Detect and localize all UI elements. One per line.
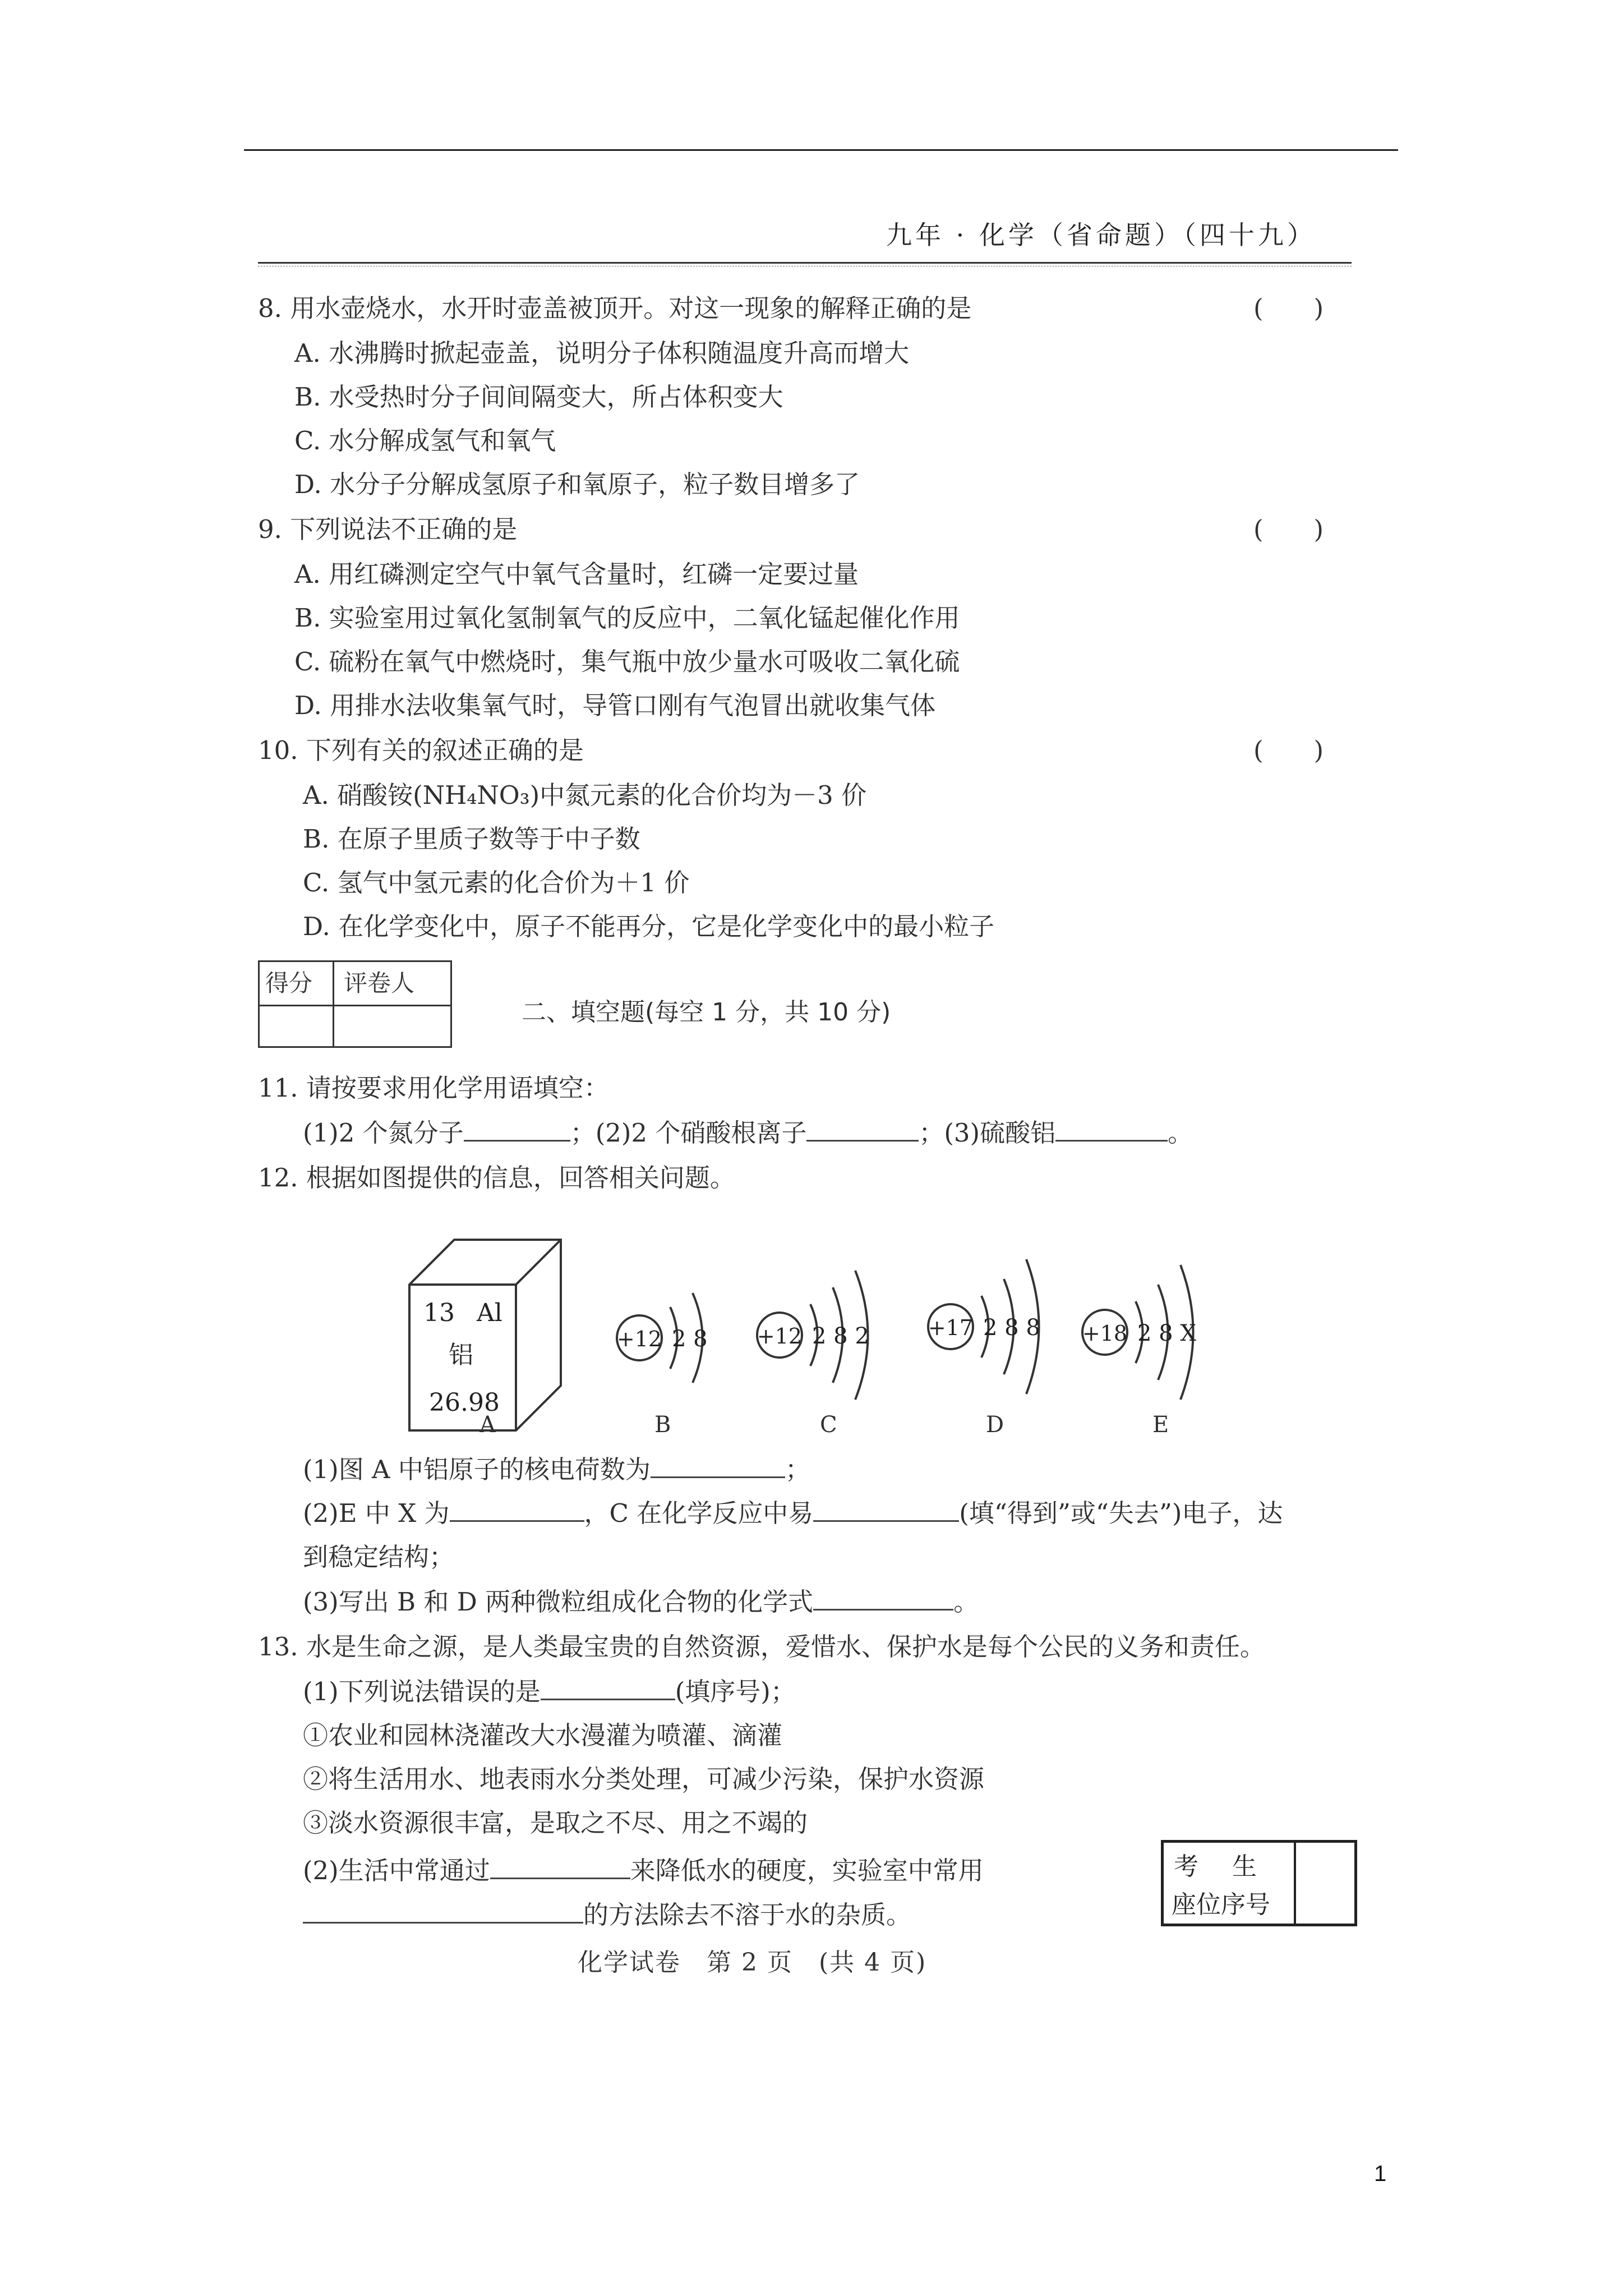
figure-label-b: B [654, 1412, 671, 1438]
q13-item-2: ②将生活用水、地表雨水分类处理，可减少污染，保护水资源 [303, 1764, 985, 1794]
q12-sub3-text: (3)写出 B 和 D 两种微粒组成化合物的化学式 [303, 1587, 814, 1617]
q8-option-b: B. 水受热时分子间间隔变大，所占体积变大 [294, 382, 783, 412]
q13-sub2-text-c: 的方法除去不溶于水的杂质。 [583, 1900, 912, 1930]
q11-part3-label: ；(3)硫酸铝 [919, 1118, 1056, 1148]
q12-sub3-end: 。 [953, 1587, 979, 1617]
q12-sub2-text-a: (2)E 中 X 为 [303, 1498, 450, 1528]
atom-b-shells: 2 8 [672, 1326, 708, 1352]
top-rule [244, 149, 1398, 151]
q12-stem: 12. 根据如图提供的信息，回答相关问题。 [258, 1163, 735, 1193]
q10-answer-paren: ( ) [1253, 735, 1324, 765]
q12-sub2 [303, 1497, 1283, 1530]
q10-option-a: A. 硝酸铵(NH₄NO₃)中氮元素的化合价均为－3 价 [303, 780, 867, 810]
q9-option-a: A. 用红磷测定空气中氧气含量时，红磷一定要过量 [294, 559, 859, 589]
q13-item-1: ①农业和园林浇灌改大水漫灌为喷灌、滴灌 [303, 1720, 783, 1750]
q12-sub2-text-c: (填“得到”或“失去”)电子，达 [959, 1498, 1283, 1528]
q12-blank-4[interactable] [813, 1588, 953, 1611]
q13-sub2-text-b: 来降低水的硬度，实验室中常用 [630, 1856, 984, 1885]
q11-part1-label: (1)2 个氮分子 [303, 1118, 464, 1148]
q12-sub1-end: ； [785, 1455, 810, 1484]
figure-label-e: E [1152, 1412, 1169, 1438]
element-atomic-mass: 26.98 [429, 1388, 500, 1417]
section2-title: 二、填空题(每空 1 分，共 10 分) [522, 998, 891, 1027]
atom-d-nucleus: +17 [928, 1315, 974, 1340]
element-symbol: Al [477, 1299, 502, 1327]
q11-stem: 11. 请按要求用化学用语填空： [258, 1073, 609, 1103]
atom-c-shells: 2 8 2 [812, 1323, 869, 1349]
q10-option-c: C. 氢气中氢元素的化合价为＋1 价 [303, 868, 690, 898]
q13-blank-1[interactable] [541, 1677, 675, 1700]
q8-option-a: A. 水沸腾时掀起壶盖，说明分子体积随温度升高而增大 [294, 338, 910, 368]
q8-option-d: D. 水分子分解成氢原子和氧原子，粒子数目增多了 [294, 470, 860, 499]
q13-stem: 13. 水是生命之源，是人类最宝贵的自然资源，爱惜水、保护水是每个公民的义务和责任。 [258, 1632, 1265, 1662]
atom-b-nucleus: +12 [616, 1327, 662, 1351]
q12-blank-1[interactable] [651, 1455, 785, 1478]
element-name: 铝 [449, 1341, 473, 1369]
figure-label-d: D [986, 1412, 1004, 1438]
exam-header-title: 九年 · 化学（省命题）（四十九） [886, 220, 1316, 250]
q11-blank-3[interactable] [1055, 1119, 1168, 1142]
q11-blank-1[interactable] [464, 1119, 570, 1142]
figure-label-a: A [479, 1412, 496, 1438]
q8-answer-paren: ( ) [1253, 293, 1324, 323]
q11-blank-2[interactable] [806, 1119, 919, 1142]
q9-stem: 9. 下列说法不正确的是 [258, 514, 518, 544]
atom-e-shells: 2 8 X [1137, 1320, 1196, 1346]
q13-sub2-text-a: (2)生活中常通过 [303, 1856, 490, 1885]
atom-c-nucleus: +12 [757, 1324, 803, 1349]
q11-part2-label: ；(2)2 个硝酸根离子 [570, 1118, 807, 1148]
score-table [258, 960, 452, 1048]
header-rule [258, 262, 1352, 266]
q12-blank-3[interactable] [813, 1499, 959, 1522]
q9-option-c: C. 硫粉在氧气中燃烧时，集气瓶中放少量水可吸收二氧化硫 [294, 647, 960, 677]
q13-sub1-text: (1)下列说法错误的是 [303, 1677, 541, 1706]
q11-end: 。 [1168, 1118, 1193, 1148]
q13-blank-2[interactable] [490, 1856, 630, 1879]
q13-sub2 [303, 1854, 984, 1888]
q8-option-c: C. 水分解成氢气和氧气 [294, 426, 556, 455]
atom-d-shells: 2 8 8 [983, 1315, 1040, 1341]
q9-option-d: D. 用排水法收集氧气时，导管口刚有气泡冒出就收集气体 [294, 691, 936, 720]
q9-answer-paren: ( ) [1253, 514, 1324, 544]
q13-sub2-cont [303, 1898, 911, 1932]
q9-option-b: B. 实验室用过氧化氢制氧气的反应中，二氧化锰起催化作用 [294, 603, 960, 633]
q13-sub1 [303, 1675, 796, 1709]
q12-sub1-text: (1)图 A 中铝原子的核电荷数为 [303, 1455, 651, 1484]
page-number: 1 [1374, 2161, 1387, 2186]
seat-box-label-line2: 座位序号 [1172, 1890, 1270, 1919]
q12-sub3 [303, 1585, 979, 1619]
q13-item-3: ③淡水资源很丰富，是取之不尽、用之不竭的 [303, 1808, 808, 1838]
seat-box-label-line1: 考生 [1174, 1852, 1290, 1881]
q12-sub2-text-b: ，C 在化学反应中易 [584, 1498, 814, 1528]
element-atomic-number: 13 [423, 1299, 455, 1327]
atom-e-nucleus: +18 [1082, 1321, 1128, 1346]
q13-blank-3[interactable] [303, 1901, 583, 1924]
score-label: 得分 [265, 969, 313, 997]
figure-label-c: C [820, 1412, 837, 1438]
q13-sub1-end: (填序号)； [675, 1677, 796, 1706]
q12-sub2-cont: 到稳定结构； [303, 1542, 455, 1572]
grader-label: 评卷人 [344, 969, 415, 997]
q12-blank-2[interactable] [450, 1499, 584, 1522]
q10-stem: 10. 下列有关的叙述正确的是 [258, 735, 584, 765]
seat-number-box [1161, 1840, 1357, 1926]
q10-option-b: B. 在原子里质子数等于中子数 [303, 824, 640, 854]
page-footer: 化学试卷 第 2 页 (共 4 页) [578, 1948, 927, 1977]
q12-sub1 [303, 1453, 810, 1487]
q11-parts [303, 1116, 1193, 1150]
q8-stem: 8. 用水壶烧水，水开时壶盖被顶开。对这一现象的解释正确的是 [258, 293, 972, 323]
q10-option-d: D. 在化学变化中，原子不能再分，它是化学变化中的最小粒子 [303, 912, 995, 941]
